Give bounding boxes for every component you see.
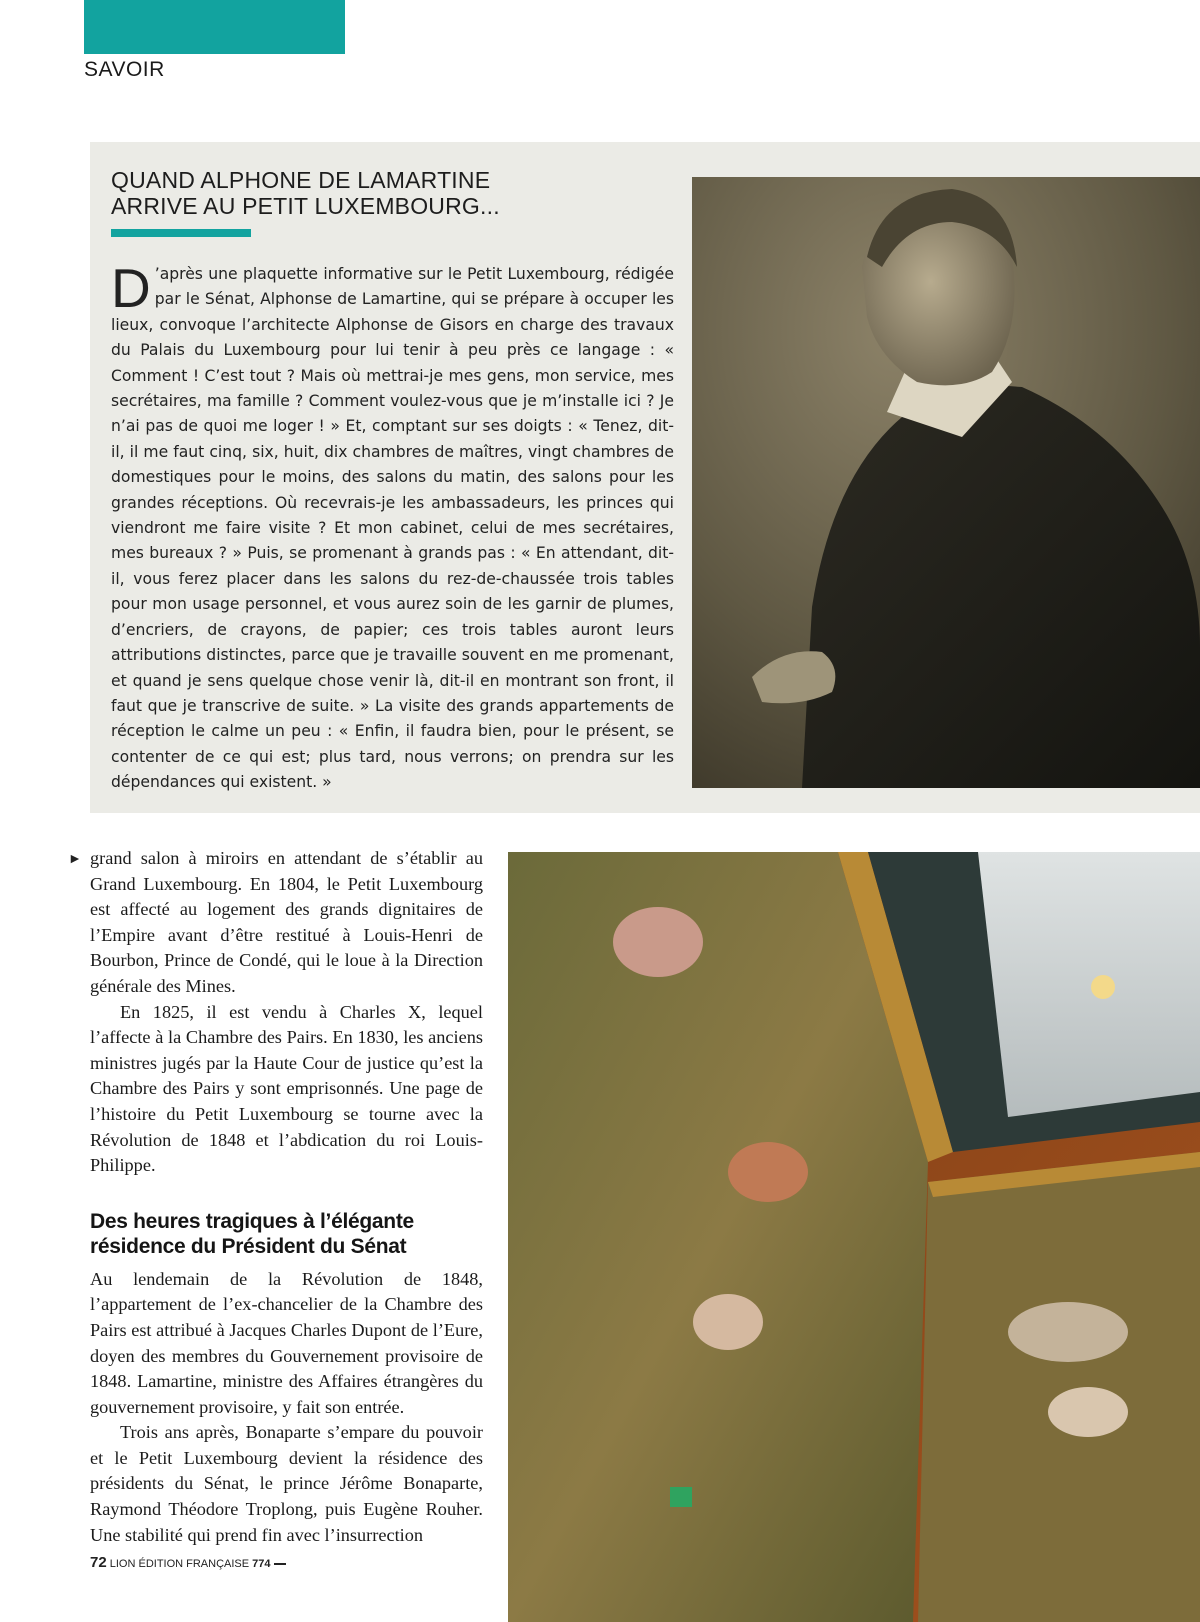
sidebar-title-line-1: QUAND ALPHONE DE LAMARTINE bbox=[111, 167, 491, 193]
sidebar-body bbox=[111, 257, 674, 796]
subheading-line-2: résidence du Président du Sénat bbox=[90, 1234, 407, 1258]
tapestry-ceiling-photo bbox=[508, 852, 1200, 1622]
article-paragraph: Trois ans après, Bonaparte s’empare du pouvoir et le Petit Luxembourg devient la résidence des présidents du Sénat, le prince Jérôme Bonaparte, Raymond Théodore Troplong, puis Eugène Rouher. Une stabilité qui prend fin avec l’insurrection bbox=[90, 1422, 483, 1545]
publication-name: LION ÉDITION FRANÇAISE bbox=[109, 1558, 250, 1570]
page-number: 72 bbox=[90, 1554, 107, 1571]
subheading-line-1: Des heures tragiques à l’élégante bbox=[90, 1209, 414, 1233]
issue-number: 774 bbox=[252, 1558, 271, 1570]
article-column bbox=[90, 846, 483, 1548]
dropcap: D bbox=[111, 257, 151, 319]
page-footer bbox=[90, 1554, 286, 1571]
footer-dash bbox=[274, 1563, 286, 1565]
article-subheading bbox=[90, 1209, 483, 1259]
section-label: SAVOIR bbox=[84, 58, 165, 81]
article-paragraph: Au lendemain de la Révolution de 1848, l’appartement de l’ex-chancelier de la Chambre des Pairs est attribué à Jacques Charles Dupont de l’Eure, doyen des membres du Gouvernement provisoire de 1848. Lamartine, ministre des Affaires étrangères du gouvernement provisoire, y fait son entrée. bbox=[90, 1268, 483, 1417]
title-underline-rule bbox=[111, 229, 251, 237]
lamartine-portrait-image bbox=[692, 177, 1200, 788]
section-color-bar bbox=[84, 0, 345, 54]
continuation-arrow-icon: ► bbox=[68, 852, 82, 867]
article-paragraph: En 1825, il est vendu à Charles X, lequel l’affecte à la Chambre des Pairs. En 1830, les anciens ministres jugés par la Haute Cour de justice qu’est la Chambre des Pairs y sont emprisonnés. Une page de l’histoire du Petit Luxembourg se tourne avec la Révolution de 1848 et l’abdication du roi Louis-Philippe. bbox=[90, 1001, 483, 1176]
sidebar-title bbox=[111, 167, 651, 219]
sidebar-title-line-2: ARRIVE AU PETIT LUXEMBOURG... bbox=[111, 193, 500, 219]
article-paragraph: grand salon à miroirs en attendant de s’établir au Grand Luxembourg. En 1804, le Petit Luxembourg est affecté au logement des grands dignitaires de l’Empire avant d’être restitué à Louis-Henri de Bourbon, Prince de Condé, qui le loue à la Direction générale des Mines. bbox=[90, 848, 483, 996]
sidebar-body-text: ’après une plaquette informative sur le Petit Luxembourg, rédigée par le Sénat, Alphonse de Lamartine, qui se prépare à occuper les lieux, convoque l’architecte Alphonse de Gisors en charge des travaux du Palais du Luxembourg pour lui tenir à peu près ce langage : « Comment ! C’est tout ? Mais où mettrai-je mes gens, mon service, mes secrétaires, ma famille ? Comment voulez-vous que je m’installe ici ? Je n’ai pas de quoi me loger ! » Et, comptant sur ses doigts : « Tenez, dit-il, il me faut cinq, six, huit, dix chambres de maîtres, vingt chambres de domestiques pour le moins, des salons du matin, des salons pour les grandes réceptions. Où recevrais-je les ambassadeurs, les princes qui viendront me faire visite ? Et mon cabinet, celui de mes secrétaires, mes bureaux ? » Puis, se promenant à grands pas : « En attendant, dit-il, vous ferez placer dans les salons du rez-de-chaussée trois tables pour mon usage personnel, et vous aurez soin de les garnir de plumes, d’encriers, de crayons, de papier; ces trois tables auront leurs attributions distinctes, parce que je travaille souvent en me promenant, et quand je sens quelque chose venir là, dit-il en montrant son front, il faut que je transcrive de suite. » La visite des grands appartements de réception le calme un peu : « Enfin, il faudra bien, pour le présent, se contenter de ce qui est; plus tard, nous verrons; on prendra sur les dépendances qui existent. » bbox=[111, 265, 674, 792]
